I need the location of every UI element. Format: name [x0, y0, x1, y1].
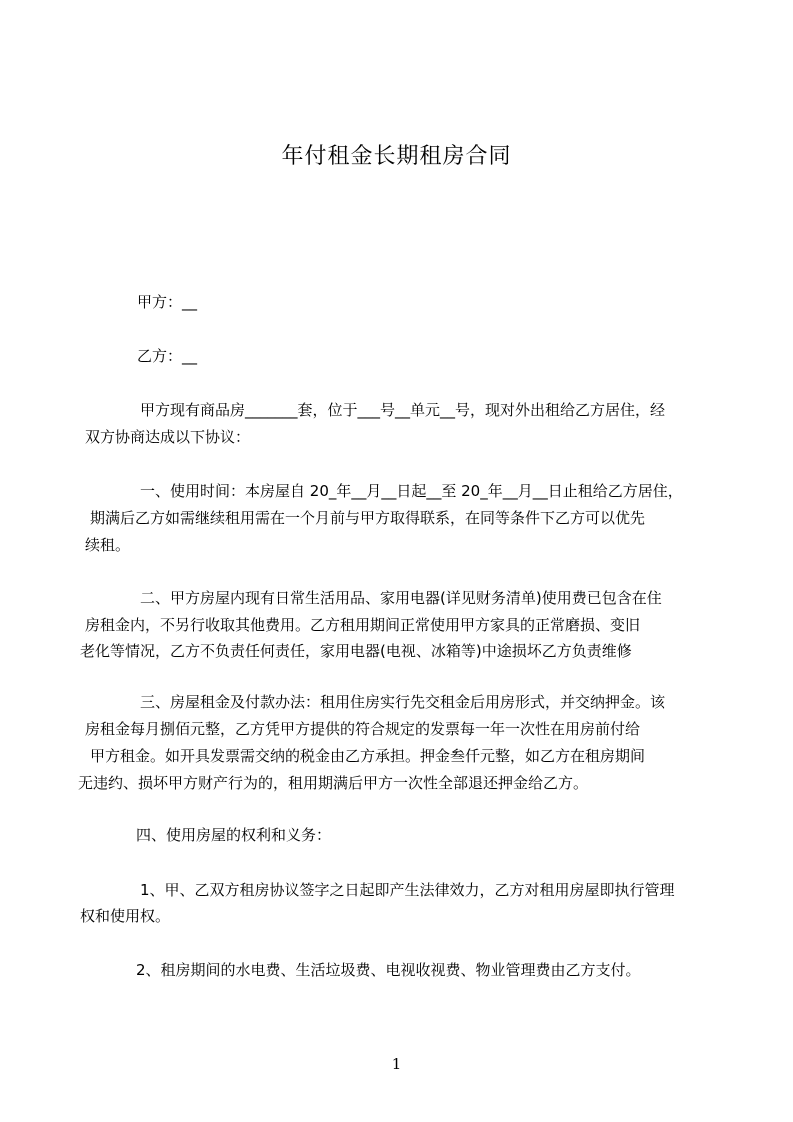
paragraph-line: 三、房屋租金及付款办法：租用住房实行先交租金后用房形式，并交纳押金。该 [140, 693, 666, 711]
paragraph-line: 二、甲方房屋内现有日常生活用品、家用电器(详见财务清单)使用费已包含在住 [140, 589, 662, 607]
paragraph-line: 续租。 [85, 536, 131, 554]
page-number: 1 [391, 1055, 402, 1073]
paragraph-line: 无违约、损坏甲方财产行为的，租用期满后甲方一次性全部退还押金给乙方。 [78, 774, 589, 792]
paragraph-line: 房租金每月捌佰元整，乙方凭甲方提供的符合规定的发票每一年一次性在用房前付给 [85, 720, 641, 738]
paragraph-line: 双方协商达成以下协议： [85, 428, 251, 446]
paragraph-line: 期满后乙方如需继续租用需在一个月前与甲方取得联系，在同等条件下乙方可以优先 [90, 509, 646, 527]
paragraph-line: 一、使用时间：本房屋自 20_年__月__日起__至 20_年__月__日止租给乙方居住， [140, 482, 683, 500]
clause-2-paragraph: 2、租房期间的水电费、生活垃圾费、电视收视费、物业管理费由乙方支付。 [136, 961, 641, 979]
paragraph-line: 房租金内，不另行收取其他费用。乙方租用期间正常使用甲方家具的正常磨损、变旧 [85, 616, 641, 634]
paragraph-line: 权和使用权。 [80, 907, 171, 925]
paragraph-line: 甲方现有商品房_______套，位于___号__单元__号，现对外出租给乙方居住，经 [140, 401, 666, 419]
paragraph-line: 老化等情况，乙方不负责任何责任，家用电器(电视、冰箱等)中途损坏乙方负责维修 [80, 642, 632, 660]
party-b-line: 乙方：__ [137, 347, 198, 365]
paragraph-line: 1、甲、乙双方租房协议签字之日起即产生法律效力，乙方对租用房屋即执行管理 [140, 881, 675, 899]
paragraph-line: 甲方租金。如开具发票需交纳的税金由乙方承担。押金叁仟元整，如乙方在租房期间 [90, 747, 646, 765]
section-4-heading: 四、使用房屋的权利和义务： [136, 826, 332, 844]
document-title: 年付租金长期租房合同 [281, 144, 512, 169]
party-a-line: 甲方：__ [137, 293, 198, 311]
